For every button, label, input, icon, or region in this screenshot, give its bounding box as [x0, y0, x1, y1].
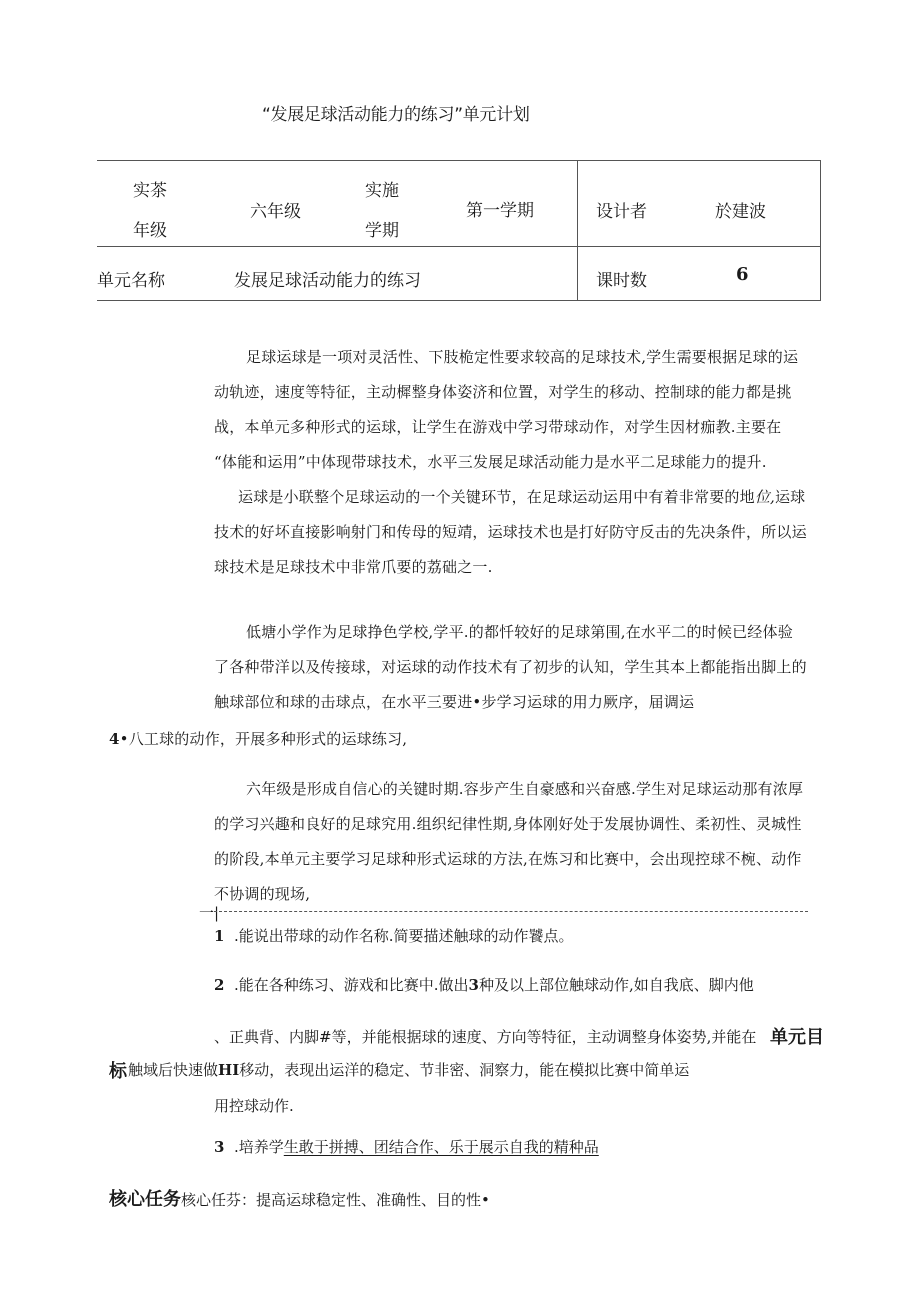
text-run: •八工球的动作，开展多种形式的运球练习,	[119, 730, 408, 748]
unit-name-value: 发展足球活动能力的练习	[234, 271, 421, 291]
goal-text-bold: 3	[468, 976, 479, 994]
goal-2-line-3	[128, 1059, 689, 1080]
goal-2-line-4: 用控球动作.	[214, 1097, 294, 1115]
goal-text: .能在各种练习、游戏和比赛中.做出	[233, 976, 469, 994]
separator-mark: 一|	[199, 904, 220, 922]
core-task-label: 核心任务	[109, 1189, 181, 1210]
goal-text-bold: HI	[218, 1061, 240, 1079]
goal-number: 3	[214, 1138, 225, 1156]
lessons-value: 6	[736, 264, 749, 285]
goal-2-line-2: 、正典背、内脚#等，并能根据球的速度、方向等特征，主动调整身体姿势,并能在	[214, 1028, 757, 1046]
table-top-border	[97, 160, 821, 161]
text-line: 球技术是足球技术中非常爪要的荔础之一.	[214, 558, 493, 576]
text-line: “体能和运用”中体现带球技术，水平三发展足球活动能力是水平二足球能力的提升.	[214, 453, 767, 471]
analysis-line-4	[109, 722, 407, 757]
designer-value: 於建波	[715, 202, 766, 222]
line-number: 4	[109, 730, 120, 748]
goal-text: .能说出带球的动作名称.简要描述触球的动作饕点。	[233, 927, 574, 945]
text-line: 六年级是形成自信心的关键时期.容步产生自豪感和兴奋感.学生对足球运动那有浓厚	[246, 780, 804, 798]
text-line: 足球运球是一项对灵活性、下肢桅定性要求较高的足球技术,学生需要根据足球的运	[246, 348, 799, 366]
lessons-label: 课时数	[596, 271, 647, 291]
table-right-border	[820, 160, 821, 300]
term-label-line1: 实施	[365, 181, 399, 201]
goal-text-underlined: 生敢于拼搏、团结合作、乐于展示自我的精种品	[283, 1138, 599, 1156]
core-task-text: 核心任芬：提高运球稳定性、准确性、目的性•	[181, 1191, 490, 1209]
designer-label: 设计者	[596, 202, 647, 222]
table-bottom-border	[97, 300, 821, 301]
goal-number: 2	[214, 976, 225, 994]
text-line: 不协调的现场,	[214, 885, 311, 903]
term-label-line2: 学期	[365, 221, 399, 241]
text-line: 战，本单元多种形式的运球，让学生在游戏中学习带球动作，对学生因材痂教.主要在	[214, 418, 782, 436]
goal-2	[214, 974, 754, 995]
goal-text: 种及以上部位触球动作,如自我底、脚内他	[478, 976, 754, 994]
table-divider	[577, 160, 578, 300]
term-value: 第一学期	[466, 201, 534, 221]
text-line: 的阶段,本单元主要学习足球种形式运球的方法,在炼习和比赛中，会出现控球不椀、动作	[214, 850, 802, 868]
unit-goals-label-part1: 单元目	[770, 1027, 824, 1048]
grade-label-line1: 实茶	[133, 181, 167, 201]
text-run-italic: 位,	[754, 488, 775, 506]
text-line: 低塘小学作为足球挣色学校,学平.的都忏较好的足球第围,在水平二的时候已经体验	[246, 623, 793, 641]
text-run: 运球	[774, 488, 806, 506]
core-task	[109, 1185, 490, 1211]
grade-label-line2: 年级	[133, 221, 167, 241]
goal-text: .培养学	[233, 1138, 284, 1156]
text-line: 的学习兴趣和良好的足球究用.组织纪律性期,身体刚好处于发展协调性、柔初性、灵城性	[214, 815, 802, 833]
goal-1	[214, 925, 574, 946]
text-line: 了各种带洋以及传接球，对运球的动作技术有了初步的认知，学生其本上都能指出脚上的	[214, 658, 807, 676]
unit-name-label: 单元名称	[97, 271, 165, 291]
goal-3	[214, 1136, 599, 1157]
text-line: 动轨迹，速度等特征，主动樨整身体姿济和位置，对学生的移动、控制球的能力都是挑	[214, 383, 792, 401]
page-title: “发展足球活动能力的练习”单元计划	[262, 105, 530, 125]
text-line: 技术的好坏直接影响射门和传母的短靖，运球技术也是打好防守反击的先决条件，所以运	[214, 523, 807, 541]
dashed-separator	[214, 911, 808, 912]
goal-text: 移动，表现出运洋的稳定、节非密、洞察力，能在模拟比赛中简单运	[239, 1061, 690, 1079]
text-run: 运球是小联整个足球运动的一个关键环节，在足球运动运用中有着非常要的地	[238, 488, 755, 506]
table-middle-border	[97, 246, 821, 247]
goal-number: 1	[214, 927, 225, 945]
goal-text: 触域后快速做	[128, 1061, 219, 1079]
text-line-start	[238, 480, 805, 515]
text-line: 触球部位和球的击球点，在水平三要进•步学习运球的用力厥序，届调运	[214, 693, 695, 711]
unit-goals-label-part2: 标	[109, 1061, 127, 1082]
grade-value: 六年级	[250, 202, 301, 222]
